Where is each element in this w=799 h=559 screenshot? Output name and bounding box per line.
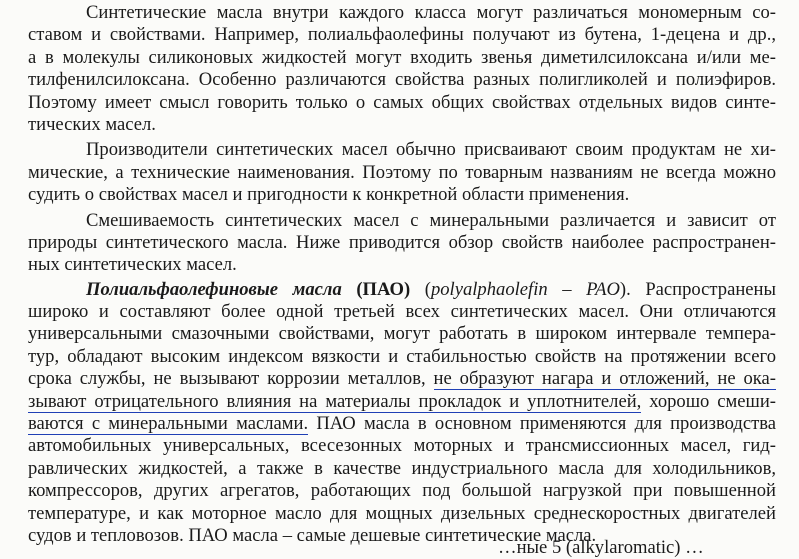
paragraph-1	[28, 2, 776, 136]
text-line: мические, а технические наименования. Поэтому по товарным названиям не всегда можно	[28, 161, 776, 183]
text-line: Производители синтетических масел обычно присваивают своим продуктам не хи-	[86, 139, 776, 161]
paragraph-2	[28, 139, 776, 206]
pao-abbr: (ПАО)	[356, 278, 411, 300]
text-line: тур, обладают высоким индексом вязкости и стабильностью свойств на протяжении всего	[28, 345, 776, 367]
text-line: широко и составляют более одной третьей всех синтетических масел. Они отличаются	[28, 301, 776, 323]
paragraph-pao	[28, 279, 776, 548]
pao-term: Полиальфаолефиновые масла	[86, 278, 342, 300]
text-span: …ные 5 (alkylaromatic) …	[498, 537, 704, 558]
text-span: хорошо смеши-	[641, 390, 776, 412]
document-page	[28, 0, 776, 558]
text-line	[28, 368, 776, 390]
text-span: ПАО масла в основном применяются для производства	[308, 413, 776, 435]
text-line: судить о свойствах масел и пригодности к конкретной области применения.	[28, 184, 630, 206]
text-span: срока службы, не вызывают коррозии металлов,	[28, 368, 434, 390]
underlined-text: не образуют нагара и отложений, не ока-	[433, 368, 776, 390]
pao-english: polyalphaolefin – PAO	[430, 278, 620, 300]
open-paren: (	[424, 278, 431, 300]
text-line: Синтетические масла внутри каждого класса могут различаться мономерным со-	[86, 2, 776, 23]
pao-line1-rest: ). Распространены	[619, 278, 776, 300]
text-line: природы синтетического масла. Ниже приводится обзор свойств наиболее распространен-	[28, 231, 776, 253]
cut-off-line	[498, 537, 704, 558]
text-line	[28, 391, 776, 413]
text-line: ставом и свойствами. Например, полиальфаолефины получают из бутена, 1-децена и др.,	[28, 24, 776, 46]
text-line	[28, 279, 776, 301]
text-line: Смешиваемость синтетических масел с минеральными различается и зависит от	[86, 209, 776, 231]
text-line: тических масел.	[28, 113, 156, 135]
underlined-text: зывают отрицательного влияния на материалы прокладок и уплотнителей,	[28, 390, 642, 412]
text-line: судов и тепловозов. ПАО масла – самые дешевые синтетические масла.	[28, 524, 597, 546]
text-line: тилфенилсилоксана. Особенно различаются свойства разных полигликолей и полиэфиров.	[28, 69, 776, 91]
text-line	[28, 413, 776, 435]
text-line: равлических жидкостей, а также в качестве индустриального масла для холодильников,	[28, 457, 776, 479]
text-line: Поэтому имеет смысл говорить только о самых общих свойствах отдельных видов синте-	[28, 91, 776, 113]
paragraph-3	[28, 210, 776, 277]
text-line: универсальными смазочными свойствами, могут работать в широком интервале темпера-	[28, 323, 776, 345]
text-line: ных синтетических масел.	[28, 254, 237, 276]
text-line: компрессоров, других агрегатов, работающих под большой нагрузкой при повышенной	[28, 480, 776, 502]
underlined-text: ваются с минеральными маслами.	[28, 413, 309, 435]
text-line: автомобильных универсальных, всесезонных моторных и трансмиссионных масел, гид-	[28, 435, 776, 457]
text-line: температуре, и как моторное масло для мощных дизельных среднескоростных двигателей	[28, 502, 776, 524]
text-line: а в молекулы силиконовых жидкостей могут входить звенья диметилсилоксана и/или ме-	[28, 46, 776, 68]
